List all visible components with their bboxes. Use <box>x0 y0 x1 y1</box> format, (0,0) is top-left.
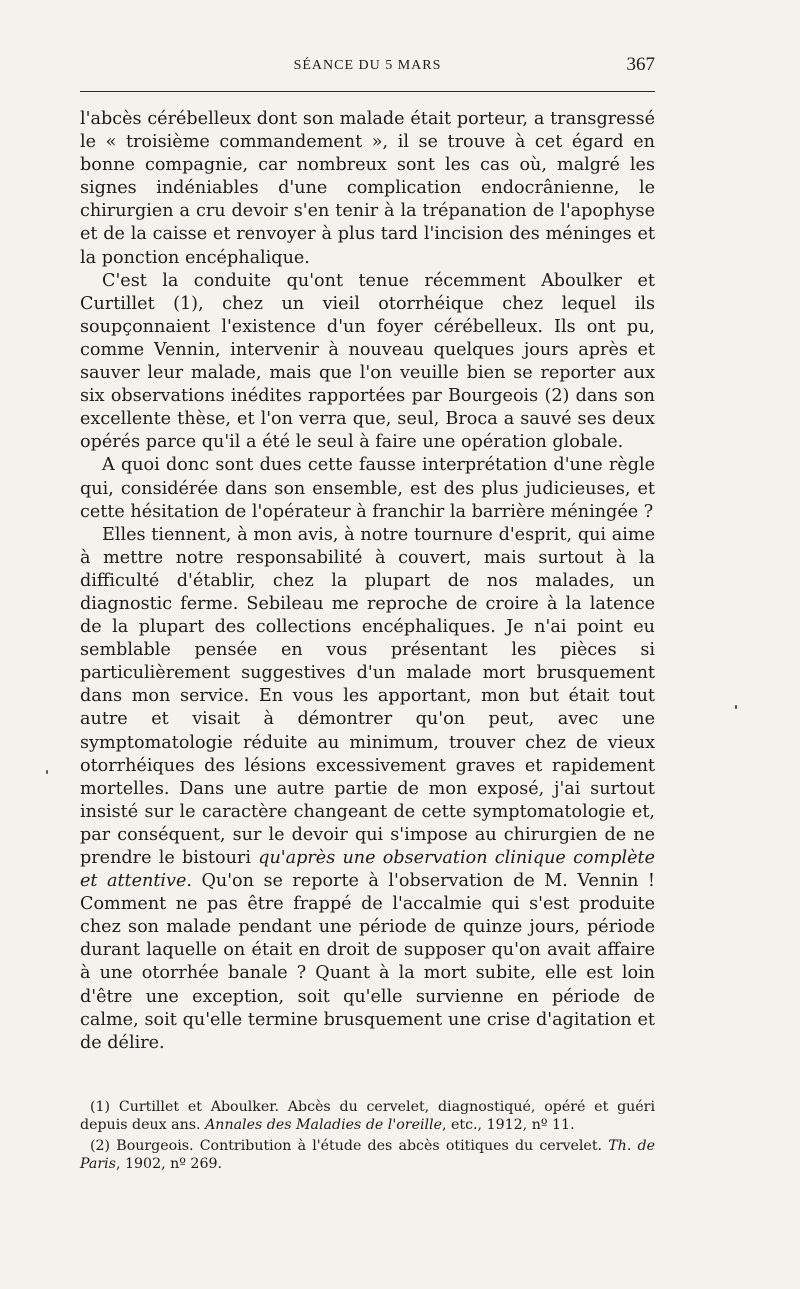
paragraph-segment: qu'après une observation clinique complète et attentive <box>80 848 655 892</box>
paragraph-segment: C'est la conduite qu'ont tenue récemment Aboulker et Curtillet (1), chez un vieil otorrhéique chez lequel ils soupçonnaient l'existence d'un foyer cérébelleux. Ils ont pu, comme Vennin, intervenir à nouveau quelques jours après et sauver leur malade, mais que l'on veuille bien se reporter aux six observations inédites rapportées par Bourgeois (2) dans son excellente thèse, et l'on verra que, seul, Broca a sauvé ses deux opérés parce qu'il a été le seul à faire une opération globale. <box>80 270 655 453</box>
footnote-2 <box>80 1137 655 1174</box>
print-speck <box>46 770 48 774</box>
footnote-segment: (2) Bourgeois. Contribution à l'étude des abcès otitiques du cervelet. <box>90 1137 609 1154</box>
print-speck <box>735 705 737 709</box>
header-rule <box>80 91 655 92</box>
footnote-segment: Annales des Maladies de l'oreille <box>205 1117 442 1134</box>
paragraph-3 <box>80 454 655 523</box>
body-text <box>80 108 655 1055</box>
paragraph-2 <box>80 270 655 455</box>
paragraph-segment: . Qu'on se reporte à l'observation de M. Vennin ! Comment ne pas être frappé de l'accalmie qui s'est produite chez son malade pendant une période de quinze jours, période durant laquelle on était en droit de supposer qu'on avait affaire à une otorrhée banale ? Quant à la mort subite, elle est loin d'être une exception, soit qu'elle survienne en période de calme, soit qu'elle termine brusquement une crise d'agitation et de délire. <box>80 871 655 1053</box>
paragraph-segment: l'abcès cérébelleux dont son malade était porteur, a transgressé le « troisième commandement », il se trouve à cet égard en bonne compagnie, car nombreux sont les cas où, malgré les signes indéniables d'une complication endocrânienne, le chirurgien a cru devoir s'en tenir à la trépanation de l'apophyse et de la caisse et renvoyer à plus tard l'incision des méninges et la ponction encéphalique. <box>80 109 655 268</box>
footnotes <box>80 1098 655 1174</box>
footnote-segment: , etc., 1912, nº 11. <box>441 1117 575 1134</box>
footnote-segment: , 1902, nº 269. <box>115 1156 223 1173</box>
page-number: 367 <box>626 54 655 75</box>
footnote-segment: Th. de Paris <box>80 1137 655 1173</box>
running-head <box>80 52 655 80</box>
paragraph-4 <box>80 524 655 1055</box>
footnote-segment: (1) Curtillet et Aboulker. Abcès du cervelet, diagnostiqué, opéré et guéri depuis deux ans. <box>80 1099 655 1134</box>
paragraph-1 <box>80 108 655 270</box>
running-title: SÉANCE DU 5 MARS <box>293 58 442 73</box>
paragraph-segment: Elles tiennent, à mon avis, à notre tournure d'esprit, qui aime à mettre notre responsabilité à couvert, mais surtout à la difficulté d'établir, chez la plupart de nos malades, un diagnostic ferme. Sebileau me reproche de croire à la latence de la plupart des collections encéphaliques. Je n'ai point eu semblable pensée en vous présentant les pièces si particulièrement suggestives d'un malade mort brusquement dans mon service. En vous les apportant, mon but était tout autre et visait à démontrer qu'on peut, avec une symptomatologie réduite au minimum, trouver chez de vieux otorrhéiques des lésions excessivement graves et rapidement mortelles. Dans une autre partie de mon exposé, j'ai surtout insisté sur le caractère changeant de cette symptomatologie et, par conséquent, sur le devoir qui s'impose au chirurgien de ne prendre le bistouri <box>80 524 655 868</box>
paragraph-segment: A quoi donc sont dues cette fausse interprétation d'une règle qui, considérée dans son ensemble, est des plus judicieuses, et cette hésitation de l'opérateur à franchir la barrière méningée ? <box>80 455 655 522</box>
footnote-1 <box>80 1098 655 1135</box>
